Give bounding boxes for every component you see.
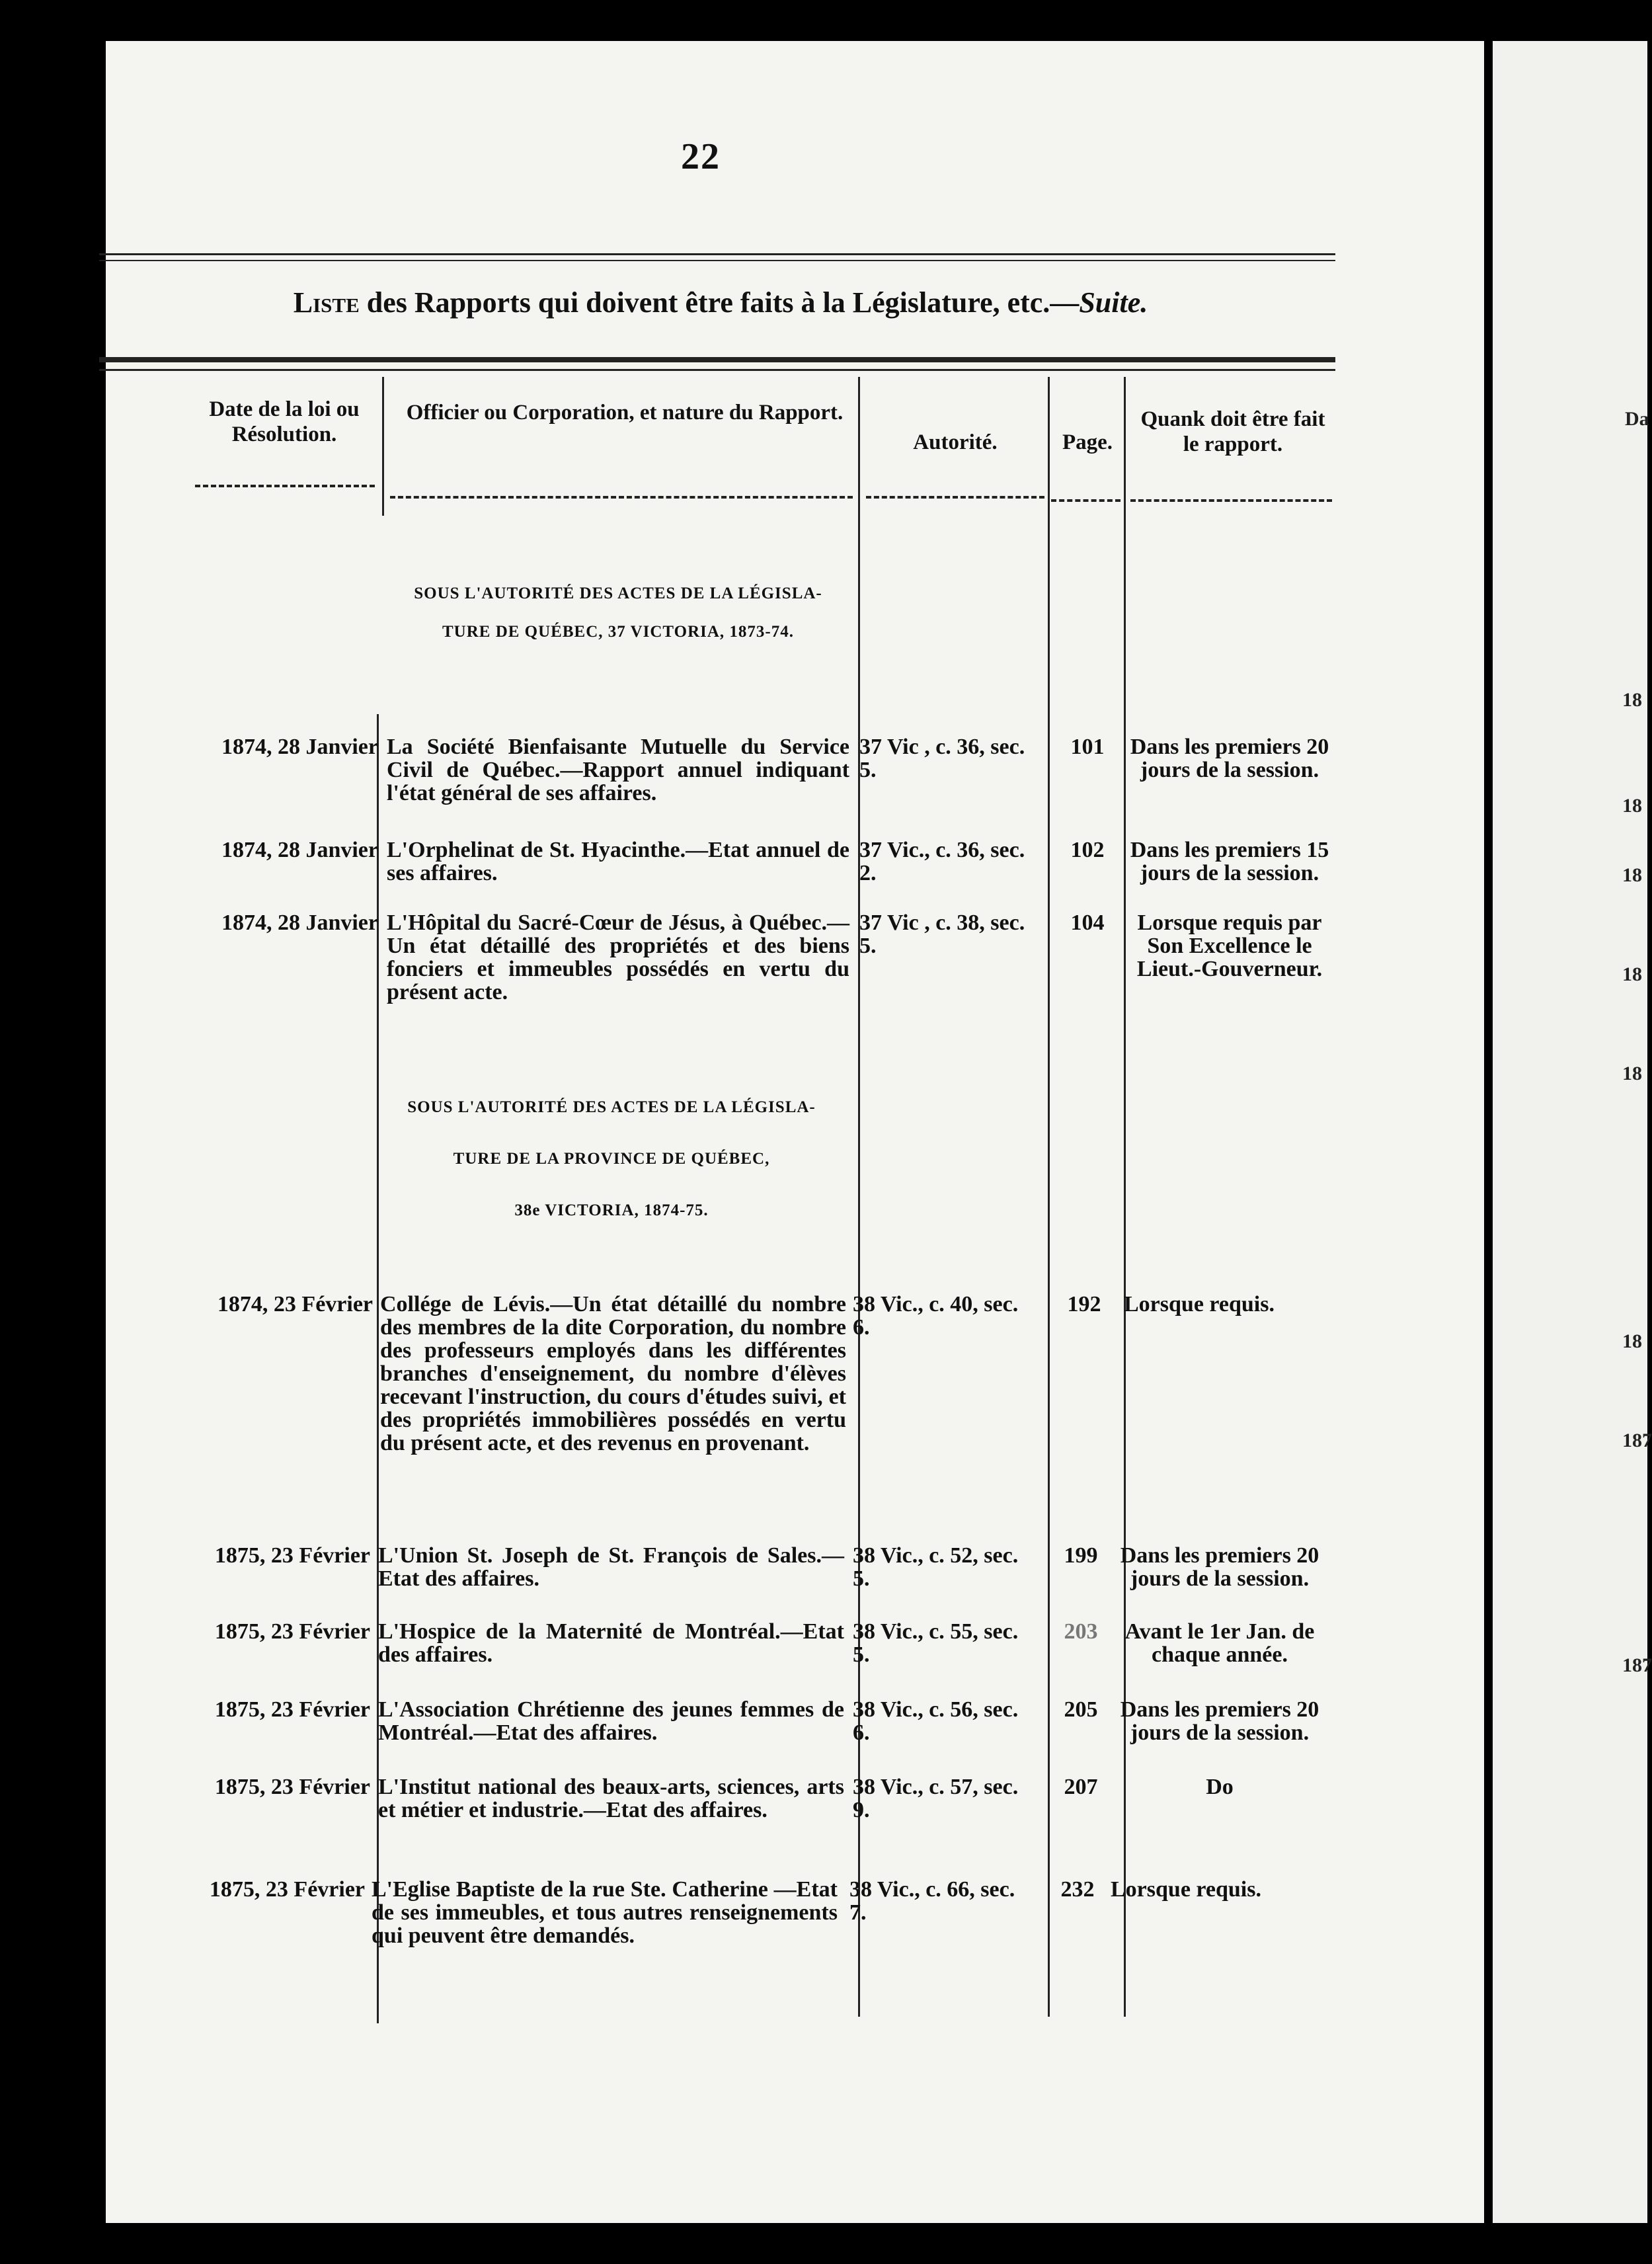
title-main: des Rapports qui doivent être faits à la Législature, etc.— [359, 286, 1080, 319]
next-page-fragment: 18 [1622, 689, 1642, 711]
top-rule [99, 253, 1335, 255]
section-line: TURE DE LA PROVINCE DE QUÉBEC, [453, 1150, 770, 1168]
section-heading [370, 1094, 853, 1224]
table-top-rule [99, 357, 1335, 362]
page-title [106, 286, 1335, 319]
row-page: 205 [1064, 1697, 1098, 1722]
row-page: 207 [1064, 1775, 1098, 1799]
row-officer: L'Orphelinat de St. Hyacinthe.—Etat annuel de ses affaires. [387, 838, 849, 885]
header-rule [866, 496, 1044, 499]
row-when: Lorsque requis. [1111, 1877, 1261, 1902]
row-authority: 38 Vic., c. 57, sec. 9. [853, 1775, 1019, 1822]
row-authority: 38 Vic., c. 56, sec. 6. [853, 1697, 1019, 1745]
next-page-fragment: 18 [1622, 864, 1642, 886]
row-page: 101 [1070, 735, 1105, 759]
row-authority: 37 Vic , c. 36, sec. 5. [859, 735, 1025, 782]
row-date: 1875, 23 Février [209, 1877, 365, 1902]
header-officer: Officier ou Corporation, et nature du Rapport. [406, 401, 844, 425]
section-heading [377, 581, 859, 645]
section-line: SOUS L'AUTORITÉ DES ACTES DE LA LÉGISLA- [407, 1098, 816, 1116]
column-divider [1048, 377, 1050, 2017]
row-authority: 37 Vic., c. 36, sec. 2. [859, 838, 1025, 885]
row-officer: La Société Bienfaisante Mutuelle du Service Civil de Québec.—Rapport annuel indiquant l'état général de ses affaires. [387, 735, 849, 805]
row-date: 1875, 23 Février [214, 1697, 370, 1722]
row-page: 232 [1060, 1877, 1095, 1902]
next-page-fragment: 18 [1622, 795, 1642, 817]
header-page: Page. [1062, 430, 1113, 454]
row-officer: L'Association Chrétienne des jeunes femmes de Montréal.—Etat des affaires. [378, 1697, 844, 1745]
row-when: Dans les premiers 15 jours de la session. [1130, 838, 1329, 885]
row-date: 1874, 28 Janvier [221, 910, 378, 935]
next-page-fragment: Da [1625, 408, 1649, 430]
row-when: Dans les premiers 20 jours de la session. [1130, 735, 1329, 782]
row-when: Do [1206, 1775, 1234, 1799]
table-top-rule [99, 369, 1335, 371]
header-rule [390, 496, 853, 499]
row-page: 199 [1064, 1543, 1098, 1568]
row-when: Avant le 1er Jan. de chaque année. [1124, 1619, 1315, 1667]
header-rule [195, 485, 375, 487]
row-date: 1874, 23 Février [217, 1292, 373, 1316]
row-officer: L'Institut national des beaux-arts, sciences, arts et métier et industrie.—Etat des affaires. [378, 1775, 844, 1822]
row-officer: L'Hospice de la Maternité de Montréal.—Etat des affaires. [378, 1619, 844, 1667]
row-when: Dans les premiers 20 jours de la session. [1120, 1697, 1319, 1745]
next-page-fragment: 187 [1622, 1654, 1652, 1676]
next-page-fragment: 187 [1622, 1430, 1652, 1451]
header-authority: Autorité. [913, 430, 998, 454]
row-officer: L'Eglise Baptiste de la rue Ste. Catherine —Etat de ses immeubles, et tous autres renseignements qui peuvent être demandés. [372, 1877, 838, 1948]
row-authority: 38 Vic., c. 66, sec. 7. [849, 1877, 1015, 1925]
row-page: 192 [1067, 1292, 1101, 1316]
header-rule [1130, 499, 1332, 502]
next-page-edge [1493, 41, 1652, 2223]
row-date: 1875, 23 Février [214, 1775, 370, 1799]
row-page: 203 [1064, 1619, 1098, 1644]
row-page: 102 [1070, 838, 1105, 862]
title-smallcaps: Liste [293, 286, 360, 319]
section-line: TURE DE QUÉBEC, 37 VICTORIA, 1873-74. [442, 623, 794, 641]
row-when: Dans les premiers 20 jours de la session. [1120, 1543, 1319, 1591]
row-authority: 37 Vic , c. 38, sec. 5. [859, 910, 1025, 958]
row-officer: L'Hôpital du Sacré-Cœur de Jésus, à Québec.—Un état détaillé des propriétés et des biens fonciers et immeubles possédés en vertu du présent acte. [387, 910, 849, 1004]
row-when: Lorsque requis. [1124, 1292, 1275, 1316]
header-when: Quank doit être fait le rapport. [1140, 407, 1325, 456]
row-date: 1875, 23 Février [214, 1543, 370, 1568]
row-authority: 38 Vic., c. 55, sec. 5. [853, 1619, 1019, 1667]
row-officer: L'Union St. Joseph de St. François de Sales.—Etat des affaires. [378, 1543, 844, 1591]
next-page-fragment: 18 [1622, 1330, 1642, 1352]
row-authority: 38 Vic., c. 40, sec. 6. [853, 1292, 1019, 1340]
header-rule [1051, 499, 1121, 502]
top-rule [99, 260, 1335, 261]
section-line: 38e VICTORIA, 1874-75. [514, 1201, 709, 1219]
section-line: SOUS L'AUTORITÉ DES ACTES DE LA LÉGISLA- [414, 585, 822, 602]
next-page-fragment: 18 [1622, 1063, 1642, 1084]
row-date: 1874, 28 Janvier [221, 735, 378, 759]
row-authority: 38 Vic., c. 52, sec. 5. [853, 1543, 1019, 1591]
title-italic: Suite. [1079, 286, 1148, 319]
row-when: Lorsque requis par Son Excellence le Lieut.-Gouverneur. [1136, 910, 1323, 981]
page-number: 22 [681, 136, 721, 177]
column-divider [1124, 377, 1126, 2017]
row-date: 1875, 23 Février [214, 1619, 370, 1644]
row-date: 1874, 28 Janvier [221, 838, 378, 862]
row-officer: Collége de Lévis.—Un état détaillé du nombre des membres de la dite Corporation, du nombre des professeurs employés dans les différentes branches d'enseignement, du nombre d'élèves recevant l'instruction, du cours d'études suivi, et des propriétés immobilières possédés en vertu du présent acte, et des revenus en provenant. [380, 1292, 846, 1455]
header-date: Date de la loi ou Résolution. [209, 397, 360, 446]
row-page: 104 [1070, 910, 1105, 935]
next-page-fragment: 18 [1622, 963, 1642, 985]
